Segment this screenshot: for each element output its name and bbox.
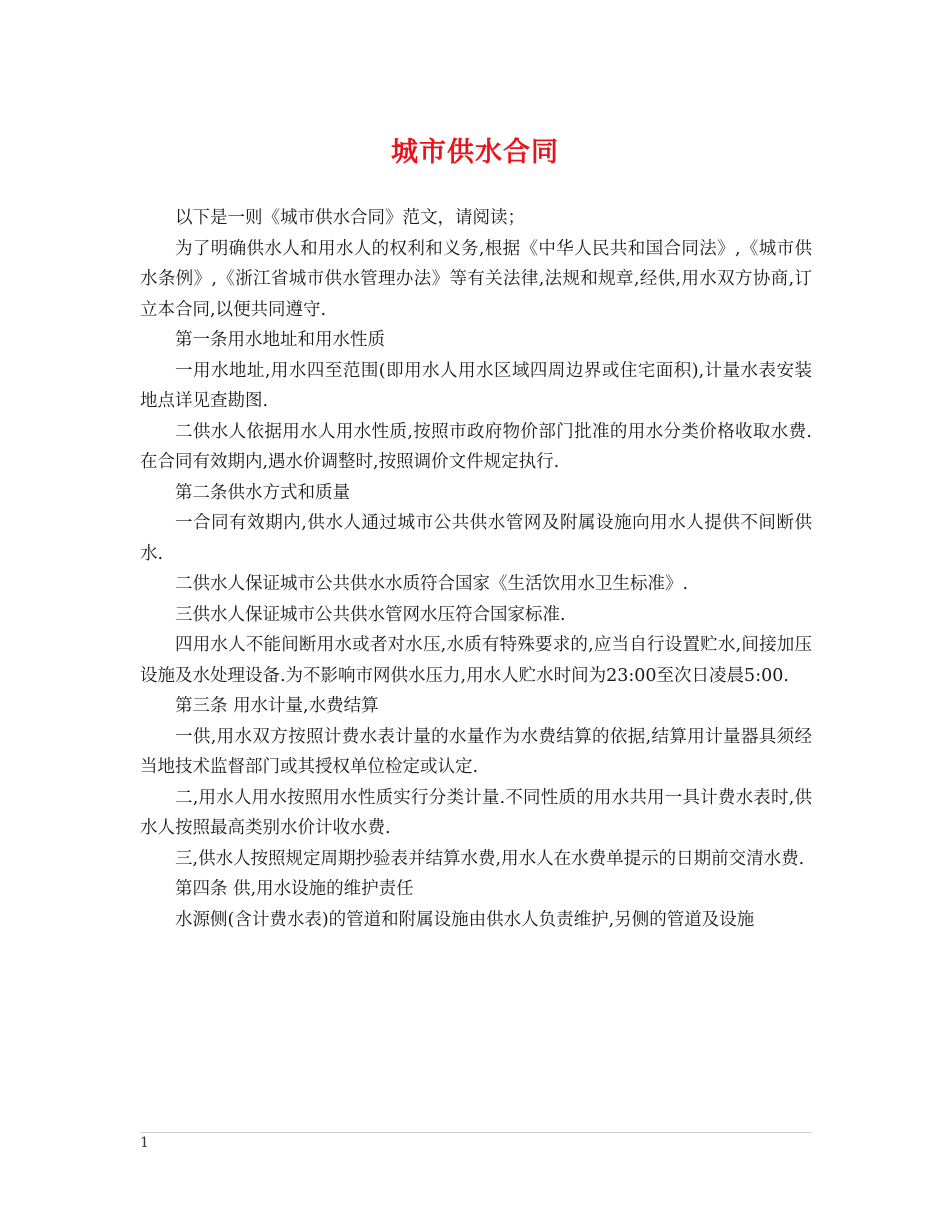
article-heading-2: 第二条供水方式和质量 (175, 482, 350, 503)
article-heading-4: 第四条 供,用水设施的维护责任 (175, 879, 414, 899)
paragraph: 二,用水人用水按照用水性质实行分类计量.不同性质的用水共用一具计费水表时,供水人按照最高类别水价计收水费. (140, 787, 812, 838)
document-body (140, 203, 812, 935)
article-heading-3: 第三条 用水计量,水费结算 (175, 696, 379, 716)
paragraph-intro: 以下是一则《城市供水合同》范文，请阅读； (175, 208, 525, 228)
paragraph-preamble: 为了明确供水人和用水人的权利和义务,根据《中华人民共和国合同法》,《城市供水条例》,《浙江省城市供水管理办法》等有关法律,法规和规章,经供,用水双方协商,订立本合同,以便共同遵守. (140, 238, 812, 320)
page-footer (0, 1132, 950, 1133)
paragraph: 三供水人保证城市公共供水管网水压符合国家标准. (175, 604, 566, 625)
paragraph: 四用水人不能间断用水或者对水压,水质有特殊要求的,应当自行设置贮水,间接加压设施及水处理设备.为不影响市网供水压力,用水人贮水时间为23:00至次日凌晨5:00. (140, 635, 812, 686)
paragraph: 三,供水人按照规定周期抄验表并结算水费,用水人在水费单提示的日期前交清水费. (175, 848, 805, 869)
paragraph: 一供,用水双方按照计费水表计量的水量作为水费结算的依据,结算用计量器具须经当地技术监督部门或其授权单位检定或认定. (140, 726, 812, 777)
paragraph: 二供水人依据用水人用水性质,按照市政府物价部门批准的用水分类价格收取水费.在合同有效期内,遇水价调整时,按照调价文件规定执行. (140, 421, 812, 472)
paragraph: 二供水人保证城市公共供水水质符合国家《生活饮用水卫生标准》. (175, 574, 689, 594)
footer-divider (140, 1132, 812, 1133)
paragraph: 水源侧(含计费水表)的管道和附属设施由供水人负责维护,另侧的管道及设施 (175, 909, 755, 930)
paragraph: 一合同有效期内,供水人通过城市公共供水管网及附属设施向用水人提供不间断供水. (140, 513, 812, 564)
document-title: 城市供水合同 (391, 137, 559, 168)
paragraph: 一用水地址,用水四至范围(即用水人用水区域四周边界或住宅面积),计量水表安装地点详见查勘图. (140, 360, 812, 411)
article-heading-1: 第一条用水地址和用水性质 (175, 330, 385, 350)
page-number: 1 (140, 1135, 149, 1151)
